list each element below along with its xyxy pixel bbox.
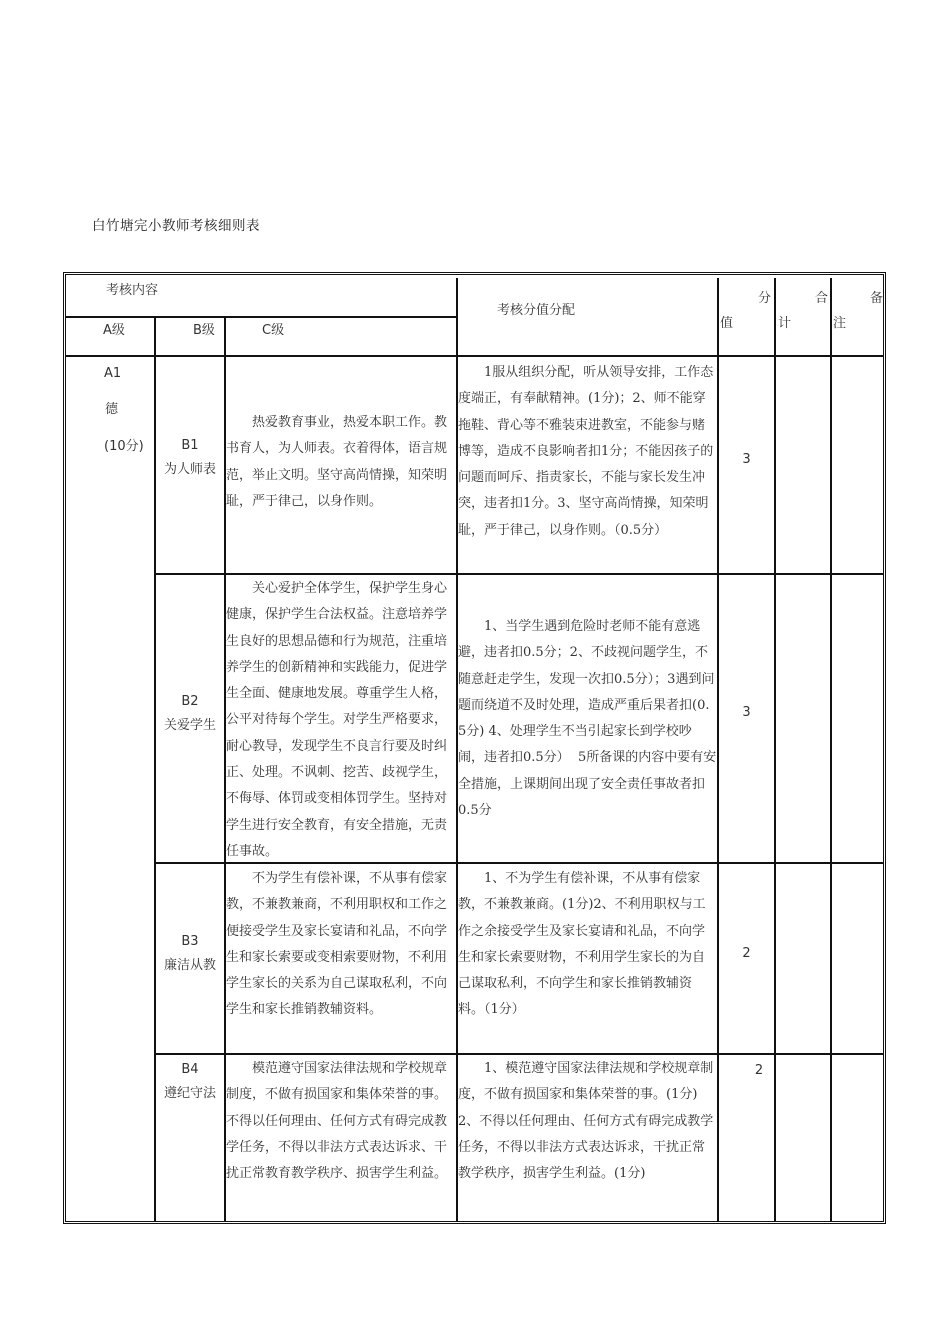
header-total-top: 合 (815, 291, 829, 306)
header-a-level: A级 (103, 323, 125, 338)
b1-allocation: 1服从组织分配，听从领导安排，工作态度端正，有奉献精神。(1分)；2、师不能穿拖鞋、背心等不雅装束进教室，不能参与赌博等，造成不良影响者扣1分；不能因孩子的问题而呵斥、指责家长，不能与家长发生冲突，违者扣1分。3、坚守高尚情操，知荣明耻，严于律己，以身作则。（0.5分） (458, 365, 714, 538)
rule-col-total (830, 278, 832, 1221)
b2-allocation: 1、当学生遇到危险时老师不能有意逃避，违者扣0.5分；2、不歧视问题学生，不随意赶走学生，发现一次扣0.5分）；3遇到问题而绕道不及时处理，造成严重后果者扣(0.5分) 4、处理学生不当引起家长到学校吵闹，违者扣0.5分） 5所备课的内容中要有安全措施，上课期间出现了安全责任事故者扣0.5分 (458, 619, 717, 819)
b1-c-text: 热爱教育事业，热爱本职工作。教书育人，为人师表。衣着得体，语言规范，举止文明。坚守高尚情操，知荣明耻，严于律己，以身作则。 (226, 415, 448, 509)
b4-allocation: 1、模范遵守国家法律法规和学校规章制度，不做有损国家和集体荣誉的事。(1分)2、不得以任何理由、任何方式有碍完成教学任务，不得以非法方式表达诉求，干扰正常教学秩序，损害学生利益。(1分) (458, 1061, 714, 1182)
b2-code: B2 (181, 694, 199, 709)
b2-c-text: 关心爱护全体学生，保护学生身心健康，保护学生合法权益。注意培养学生良好的思想品德和行为规范，注重培养学生的创新精神和实践能力，促进学生全面、健康地发展。尊重学生人格，公平对待每个学生。对学生严格要求，耐心教导，发现学生不良言行要及时纠正、处理。不讽刺、挖苦、歧视学生，不侮辱、体罚或变相体罚学生。坚持对学生进行安全教育，有安全措施，无责任事故。 (226, 581, 448, 859)
a1-points: (10分) (104, 439, 144, 454)
b2-name: 关爱学生 (163, 718, 216, 733)
header-content: 考核内容 (106, 283, 159, 298)
header-b-level: B级 (193, 323, 215, 338)
b3-score: 2 (742, 946, 751, 961)
header-total-bottom: 计 (778, 316, 792, 331)
header-note-top: 备 (870, 291, 884, 306)
b2-score: 3 (742, 705, 751, 720)
b3-code: B3 (181, 934, 199, 949)
rule-header-bottom (66, 355, 883, 357)
header-note-bottom: 注 (833, 316, 847, 331)
b1-code: B1 (181, 438, 199, 453)
b1-score: 3 (742, 452, 751, 467)
b4-score: 2 (754, 1063, 764, 1078)
b3-c-text: 不为学生有偿补课，不从事有偿家教，不兼教兼商，不利用职权和工作之便接受学生及家长宴请和礼品，不向学生和家长索要或变相索要财物，不利用学生家长的关系为自己谋取私利，不向学生和家长推销教辅资料。 (226, 871, 448, 1018)
b4-name: 遵纪守法 (163, 1086, 216, 1101)
a1-name: 德 (105, 402, 119, 417)
a1-code: A1 (104, 366, 122, 381)
header-allocation: 考核分值分配 (497, 303, 576, 318)
b3-name: 廉洁从教 (163, 958, 216, 973)
header-score-top: 分 (758, 291, 772, 306)
document-title: 白竹塘完小教师考核细则表 (92, 218, 260, 234)
b3-allocation: 1、不为学生有偿补课，不从事有偿家教，不兼教兼商。(1分)2、不利用职权与工作之余接受学生及家长宴请和礼品，不向学生和家长索要财物，不利用学生家长的为自己谋取私利，不向学生和家长推销教辅资料。（1分） (458, 871, 706, 1018)
b4-code: B4 (181, 1062, 199, 1077)
b4-c-text: 模范遵守国家法律法规和学校规章制度，不做有损国家和集体荣誉的事。不得以任何理由、任何方式有碍完成教学任务，不得以非法方式表达诉求、干扰正常教育教学秩序、损害学生利益。 (226, 1061, 448, 1182)
b1-name: 为人师表 (163, 462, 216, 477)
header-score-bottom: 值 (720, 316, 734, 331)
header-c-level: C级 (262, 323, 285, 338)
